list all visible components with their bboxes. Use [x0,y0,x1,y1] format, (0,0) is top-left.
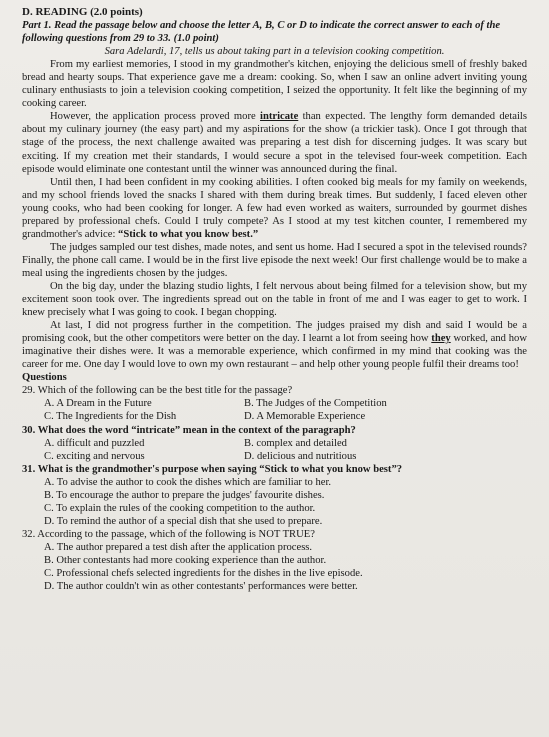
paragraph-2-text-b: than expected. The lengthy form demanded details about my culinary journey (the easy part) and my aspirations for the show (a trickier task). Once I got through that stage of the process, the next challenge awaited was preparing a test dish for discerning judges. It was scary but exciting. If my creation met their standards, I would secure a spot in the televised four-week competition. Each episode would eliminate one contestant until the winner was announced during the final. [22,111,527,175]
question-29-stem: 29. Which of the following can be the best title for the passage? [22,385,293,397]
q30-option-a[interactable]: A. difficult and puzzled [44,437,145,449]
paragraph-3-text: Until then, I had been confident in my cooking abilities. I often cooked big meals for my family on weekends, and my school friends loved the snacks I shared with them during break times. But suddenly, I faced eleven other young cooks, who had been cooking for longer. A few had even worked as waiters, surrounded by gourmet dishes prepared by professional chefs. Could I truly compete? As I stood at my test kitchen counter, I remembered my grandmother's advice: [22,176,527,240]
source-line: Sara Adelardi, 17, tells us about taking part in a television cooking competition. [104,46,445,58]
q30-stem-a: 30. What does the word “ [22,424,137,436]
question-29-options [22,397,527,423]
q30-option-c[interactable]: C. exciting and nervous [44,450,145,462]
question-31-options [22,476,527,528]
question-31 [22,463,527,528]
q29-option-c[interactable]: C. The Ingredients for the Dish [44,411,177,423]
q32-option-c[interactable]: C. Professional chefs selected ingredients for the dishes in the live episode. [44,568,363,580]
q31-stem-keyword: Stick to what you know best [264,463,392,475]
questions-heading: Questions [22,372,67,384]
question-32-stem: 32. According to the passage, which of the following is NOT TRUE? [22,528,315,540]
part1-instruction: Part 1. Read the passage below and choose the letter A, B, C or D to indicate the correct answer to each of the following questions from 29 to 33. (1.0 point) [22,20,501,45]
q32-option-d[interactable]: D. The author couldn't win as other contestants' performances were better. [44,581,358,593]
reading-section [22,6,527,593]
q31-option-a[interactable]: A. To advise the author to cook the dishes which are familiar to her. [44,476,332,488]
keyword-they: they [431,333,451,345]
question-32-options [22,541,527,593]
question-32 [22,528,527,593]
paragraph-5: On the big day, under the blazing studio lights, I felt nervous about being filmed for a television show, but my excitement soon took over. The ingredients spread out on the table in front of me and I was eager to get to work. I knew precisely what I was going to cook. I began chopping. [22,280,527,319]
q32-option-b[interactable]: B. Other contestants had more cooking experience than the author. [44,554,327,566]
paragraph-6-text-a: At last, I did not progress further in the competition. The judges praised my dish and said I would be a promising cook, but the other competitors were better on the day. I learnt a lot from seeing how [22,320,527,345]
grandmother-quote: “Stick to what you know best.” [118,228,259,240]
paragraph-2 [22,110,527,175]
q31-option-d[interactable]: D. To remind the author of a special dish that she used to prepare. [44,515,323,527]
paragraph-2-text-a: However, the application process proved more [50,111,261,123]
question-30-stem [22,424,527,437]
paragraph-3 [22,176,527,241]
q29-option-a[interactable]: A. A Dream in the Future [44,398,152,410]
q29-option-b[interactable]: B. The Judges of the Competition [244,398,387,410]
question-30 [22,424,527,463]
q30-option-b[interactable]: B. complex and detailed [244,437,347,449]
q29-option-d[interactable]: D. A Memorable Experience [244,411,366,423]
question-30-options [22,437,527,463]
paragraph-4: The judges sampled our test dishes, made notes, and sent us home. Had I secured a spot in the televised rounds? Finally, the phone call came. I would be in the first live episode the next week! Our first challenge would be to make a meal using the ingredients chosen by the judges. [22,241,527,279]
question-31-stem [22,463,527,476]
keyword-intricate: intricate [260,111,299,123]
paragraph-1: From my earliest memories, I stood in my grandmother's kitchen, enjoying the delicious smell of freshly baked bread and hearty soups. That experience gave me a dream: cooking. So, when I saw an online advert inviting young culinary enthusiasts to join a television cooking competition, I seized the opportunity. It felt like the beginning of my cooking career. [22,59,527,110]
section-title: D. READING (2.0 points) [22,6,143,18]
paragraph-6 [22,319,527,371]
q30-stem-b: ” mean in the context of the paragraph? [174,424,356,436]
q31-option-b[interactable]: B. To encourage the author to prepare the judges' favourite dishes. [44,489,325,501]
paragraph-6-text-b: worked, and how imaginative their dishes were. It was a memorable experience, which confirmed in my mind that cooking was the career for me. One day I would love to own my own restaurant – and help other young people fulfil their dreams too! [22,333,527,371]
q31-stem-b: ”? [391,463,403,475]
question-29 [22,384,527,423]
q32-option-a[interactable]: A. The author prepared a test dish after the application process. [44,541,313,553]
q30-option-d[interactable]: D. delicious and nutritious [244,450,357,462]
q30-stem-keyword: intricate [136,424,175,436]
q31-stem-a: 31. What is the grandmother's purpose when saying “ [22,463,265,475]
q31-option-c[interactable]: C. To explain the rules of the cooking competition to the author. [44,502,316,514]
